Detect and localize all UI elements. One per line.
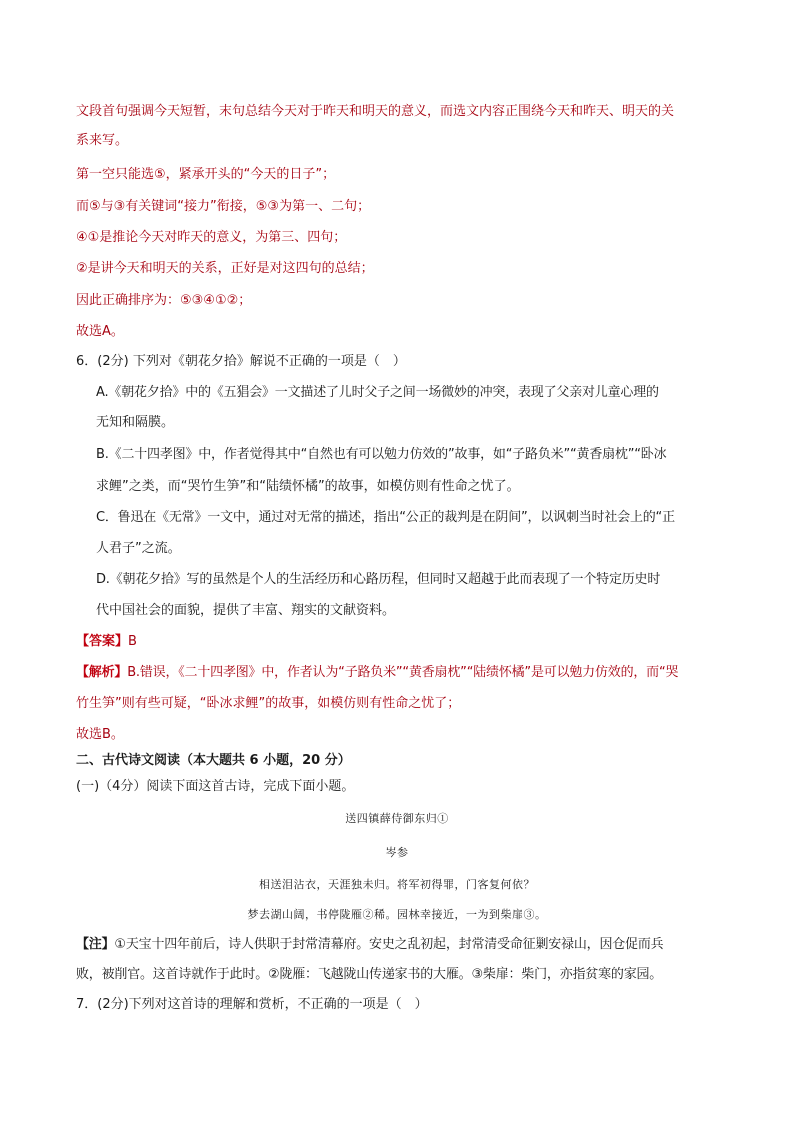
note-text: ①天宝十四年前后，诗人供职于封常清幕府。安史之乱初起，封常清受命征剿安禄山，因仓促而兵	[114, 937, 664, 952]
q6-option-d-cont: 代中国社会的面貌，提供了丰富、翔实的文献资料。	[96, 603, 396, 618]
analysis-line: 第一空只能选⑤，紧承开头的“今天的日子”；	[76, 167, 336, 182]
poem-title: 送四镇薛侍御东归①	[345, 812, 449, 825]
q5-conclusion: 故选A。	[76, 324, 124, 339]
q6-analysis-cont: 竹生笋”则有些可疑，“卧冰求鲤”的故事，如模仿则有性命之忧了；	[76, 696, 461, 711]
note-line	[76, 936, 736, 954]
q6-option-b-cont: 求鲤”之类，而“哭竹生笋”和“陆绩怀橘”的故事，如模仿则有性命之忧了。	[96, 479, 520, 494]
analysis-tag: 【解析】	[76, 665, 128, 680]
section-sub-intro: (一)（4分）阅读下面这首古诗，完成下面小题。	[76, 779, 355, 794]
q6-stem: 6．(2分) 下列对《朝花夕拾》解说不正确的一项是（ ）	[76, 354, 406, 369]
analysis-line: ④①是推论今天对昨天的意义，为第三、四句；	[76, 230, 347, 245]
q6-conclusion: 故选B。	[76, 727, 124, 742]
q6-option-c-cont: 人君子”之流。	[96, 541, 181, 556]
analysis-line: 而⑤与③有关键词“接力”衔接，⑤③为第一、二句；	[76, 199, 371, 214]
analysis-line: 文段首句强调今天短暂，末句总结今天对于昨天和明天的意义，而选文内容正围绕今天和昨天、明天的关	[76, 104, 675, 119]
poem-line: 相送泪沾衣，天涯独未归。将军初得罪，门客复何依？	[259, 878, 535, 891]
section-heading: 二、古代诗文阅读（本大题共 6 小题，20 分）	[76, 753, 351, 768]
q6-option-d: D.《朝花夕拾》写的虽然是个人的生活经历和心路历程，但同时又超越于此而表现了一个特定历史时	[96, 572, 661, 587]
analysis-line: 因此正确排序为：⑤③④①②；	[76, 293, 252, 308]
q6-option-c: C．鲁迅在《无常》一文中，通过对无常的描述，指出“公正的裁判是在阴间”，以讽刺当时社会上的“正	[96, 510, 675, 525]
q6-option-a: A.《朝花夕拾》中的《五猖会》一文描述了儿时父子之间一场微妙的冲突，表现了父亲对儿童心理的	[96, 385, 659, 400]
analysis-text: B.错误，《二十四孝图》中，作者认为“子路负米”“黄香扇枕”“陆绩怀橘”是可以勉力仿效的，而“哭	[127, 665, 679, 680]
analysis-line: 系来写。	[76, 133, 129, 148]
poem-line: 梦去湖山阔，书停陇雁②稀。园林幸接近，一为到柴扉③。	[247, 908, 547, 921]
q6-option-a-cont: 无知和隔膜。	[96, 415, 175, 430]
q7-stem: 7．(2分)下列对这首诗的理解和赏析，不正确的一项是（ ）	[76, 997, 428, 1012]
q6-analysis-line	[76, 664, 736, 682]
q6-option-b: B.《二十四孝图》中，作者觉得其中“自然也有可以勉力仿效的”故事，如“子路负米”“黄香扇枕”“卧冰	[96, 447, 667, 462]
answer-tag: 【答案】	[76, 634, 129, 649]
note-tag: 【注】	[76, 937, 115, 952]
q6-answer-line	[76, 633, 736, 651]
poem-author: 岑参	[385, 846, 409, 859]
note-line-cont: 败，被削官。这首诗就作于此时。②陇雁：飞越陇山传递家书的大雁。③柴扉：柴门，亦指贫寒的家园。	[76, 967, 663, 982]
analysis-line: ②是讲今天和明天的关系，正好是对这四句的总结；	[76, 261, 374, 276]
answer-value: B	[128, 634, 137, 649]
